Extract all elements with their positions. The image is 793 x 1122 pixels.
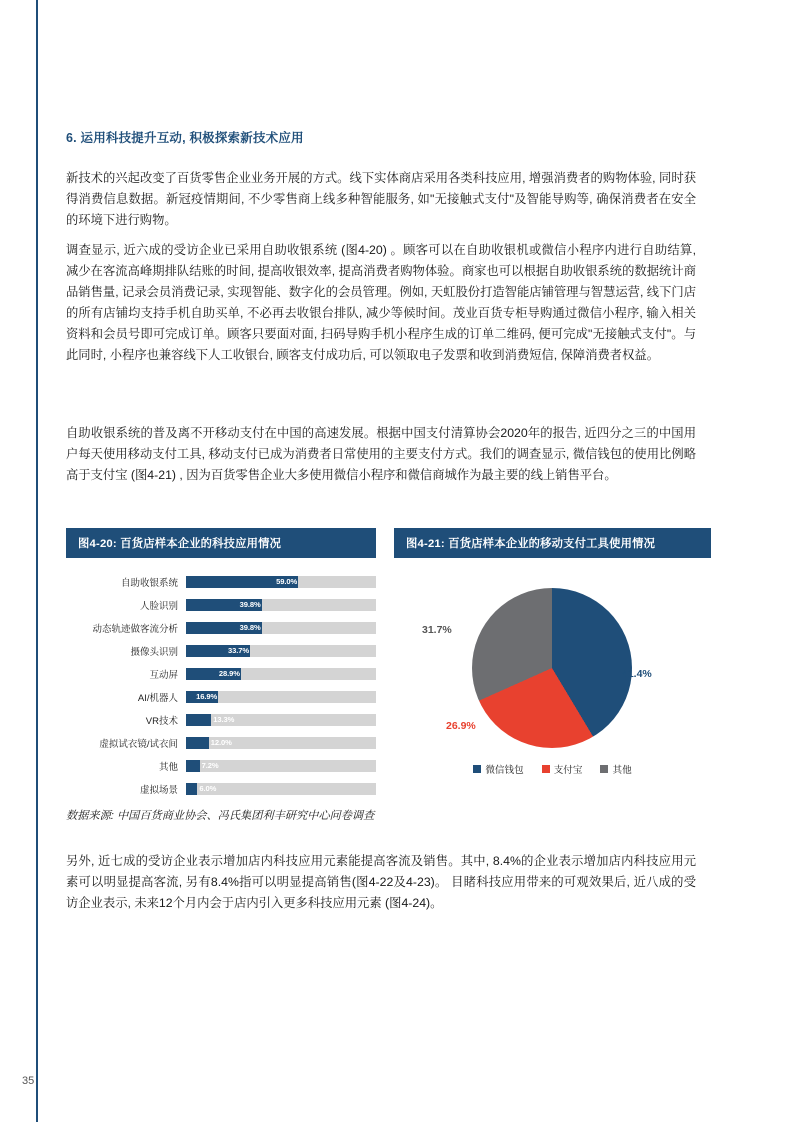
paragraph-3: 自助收银系统的普及离不开移动支付在中国的高速发展。根据中国支付清算协会2020年的报告, 近四分之三的中国用户每天使用移动支付工具, 移动支付已成为消费者日常使用的主要支付方式。我们的调查显示, 微信钱包的使用比例略高于支付宝 (图4-21) , 因为百货零售企业大多使用微信小程序和微信商城作为最主要的线上销售平台。 bbox=[66, 426, 696, 482]
paragraph-2: 调查显示, 近六成的受访企业已采用自助收银系统 (图4-20) 。顾客可以在自助收银机或微信小程序内进行自助结算, 减少在客流高峰期排队结账的时间, 提高收银效率, 提高消费者购物体验。商家也可以根据自助收银系统的数据统计商品销售量, 记录会员消费记录, 实现智能、数字化的会员管理。例如, 天虹股份打造智能店铺管理与智慧运营, 线下门店的所有店铺均支持手机自助买单, 不必再去收银台排队, 减少等候时间。茂业百货专柜导购通过微信小程序, 输入相关资料和会员号即可完成订单。顾客只要面对面, 扫码导购手机小程序生成的订单二维码, 便可完成"无接触式支付"。与此同时, 小程序也兼容线下人工收银台, 顾客支付成功后, 可以领取电子发票和收到消费短信, 保障消费者权益。 bbox=[66, 243, 696, 362]
bar-row bbox=[66, 664, 376, 684]
legend-label: 其他 bbox=[612, 765, 632, 776]
bar-category-label: 其他 bbox=[158, 762, 178, 773]
page-number: 35 bbox=[22, 1075, 35, 1087]
bar-value-label: 28.9% bbox=[218, 669, 240, 678]
figure-4-20 bbox=[66, 528, 376, 802]
bar-track bbox=[186, 783, 376, 795]
bar-category-label: 自助收银系统 bbox=[120, 578, 178, 589]
bar-value-label: 59.0% bbox=[276, 577, 298, 586]
left-accent-rule bbox=[36, 0, 38, 1122]
paragraph-1: 新技术的兴起改变了百货零售企业业务开展的方式。线下实体商店采用各类科技应用, 增强消费者的购物体验, 同时获得消费信息数据。新冠疫情期间, 不少零售商上线多种智能服务, 如"无接触式支付"及智能导购等, 确保消费者在安全的环境下进行购物。 bbox=[66, 171, 696, 227]
paragraph-4: 另外, 近七成的受访企业表示增加店内科技应用元素能提高客流及销售。其中, 8.4%的企业表示增加店内科技应用元素可以明显提高客流, 另有8.4%指可以明显提高销售(图4-22及4-23)。 目睹科技应用带来的可观效果后, 近八成的受访企业表示, 未来12个月内会于店内引入更多科技应用元素 (图4-24)。 bbox=[66, 854, 696, 910]
bar-row bbox=[66, 687, 376, 707]
legend-swatch bbox=[542, 765, 550, 773]
bar-category-label: 人脸识别 bbox=[139, 601, 178, 612]
bar-fill bbox=[186, 714, 211, 726]
pie-label-other: 31.7% bbox=[422, 624, 452, 636]
pie-label-alipay: 26.9% bbox=[446, 720, 476, 732]
bar-row bbox=[66, 710, 376, 730]
bar-chart bbox=[66, 572, 376, 799]
bar-track bbox=[186, 737, 376, 749]
bar-track bbox=[186, 714, 376, 726]
bar-track bbox=[186, 622, 376, 634]
bar-track bbox=[186, 645, 376, 657]
figure-4-21 bbox=[394, 528, 711, 787]
bar-category-label: 互动屏 bbox=[149, 670, 178, 681]
charts-region bbox=[66, 528, 711, 798]
bar-track bbox=[186, 668, 376, 680]
bar-category-label: 虚拟试衣镜/试衣间 bbox=[99, 739, 178, 750]
bar-row bbox=[66, 595, 376, 615]
bar-row bbox=[66, 779, 376, 799]
bar-fill bbox=[186, 760, 200, 772]
figure-4-21-body bbox=[394, 558, 711, 787]
bar-row bbox=[66, 618, 376, 638]
bar-category-label: 动态轨迹做客流分析 bbox=[92, 624, 178, 635]
bar-row bbox=[66, 572, 376, 592]
legend-label: 支付宝 bbox=[553, 765, 583, 776]
bar-track bbox=[186, 599, 376, 611]
bar-fill bbox=[186, 737, 209, 749]
bar-value-label: 13.3% bbox=[213, 715, 235, 724]
bar-track bbox=[186, 691, 376, 703]
bar-value-label: 6.0% bbox=[199, 784, 217, 793]
bar-category-label: 摄像头识别 bbox=[130, 647, 178, 658]
bar-value-label: 39.8% bbox=[239, 623, 261, 632]
bar-value-label: 39.8% bbox=[239, 600, 261, 609]
bar-fill bbox=[186, 783, 197, 795]
source-note: 数据来源: 中国百货商业协会、冯氏集团利丰研究中心问卷调查 bbox=[66, 810, 375, 822]
legend-label: 微信钱包 bbox=[485, 765, 524, 776]
bar-category-label: VR技术 bbox=[145, 716, 178, 727]
legend-swatch bbox=[600, 765, 608, 773]
bar-row bbox=[66, 641, 376, 661]
section-heading: 6. 运用科技提升互动, 积极探索新技术应用 bbox=[66, 131, 304, 145]
bar-row bbox=[66, 733, 376, 753]
figure-4-21-title: 图4-21: 百货店样本企业的移动支付工具使用情况 bbox=[394, 528, 711, 558]
pie-legend bbox=[394, 762, 711, 776]
bar-row bbox=[66, 756, 376, 776]
pie-chart bbox=[394, 572, 711, 787]
bar-value-label: 16.9% bbox=[196, 692, 218, 701]
pie-disc bbox=[472, 588, 632, 748]
bar-value-label: 7.2% bbox=[201, 761, 219, 770]
pie-legend-item bbox=[473, 762, 523, 776]
pie-legend-item bbox=[600, 762, 631, 776]
bar-value-label: 12.0% bbox=[210, 738, 232, 747]
pie-legend-item bbox=[542, 762, 583, 776]
figure-4-20-title: 图4-20: 百货店样本企业的科技应用情况 bbox=[66, 528, 376, 558]
bar-category-label: 虚拟场景 bbox=[139, 785, 178, 796]
pie-label-wechat: 41.4% bbox=[622, 668, 652, 680]
figure-4-20-body bbox=[66, 558, 376, 799]
bar-track bbox=[186, 576, 376, 588]
bar-value-label: 33.7% bbox=[228, 646, 250, 655]
legend-swatch bbox=[473, 765, 481, 773]
bar-category-label: AI/机器人 bbox=[137, 693, 178, 704]
bar-track bbox=[186, 760, 376, 772]
